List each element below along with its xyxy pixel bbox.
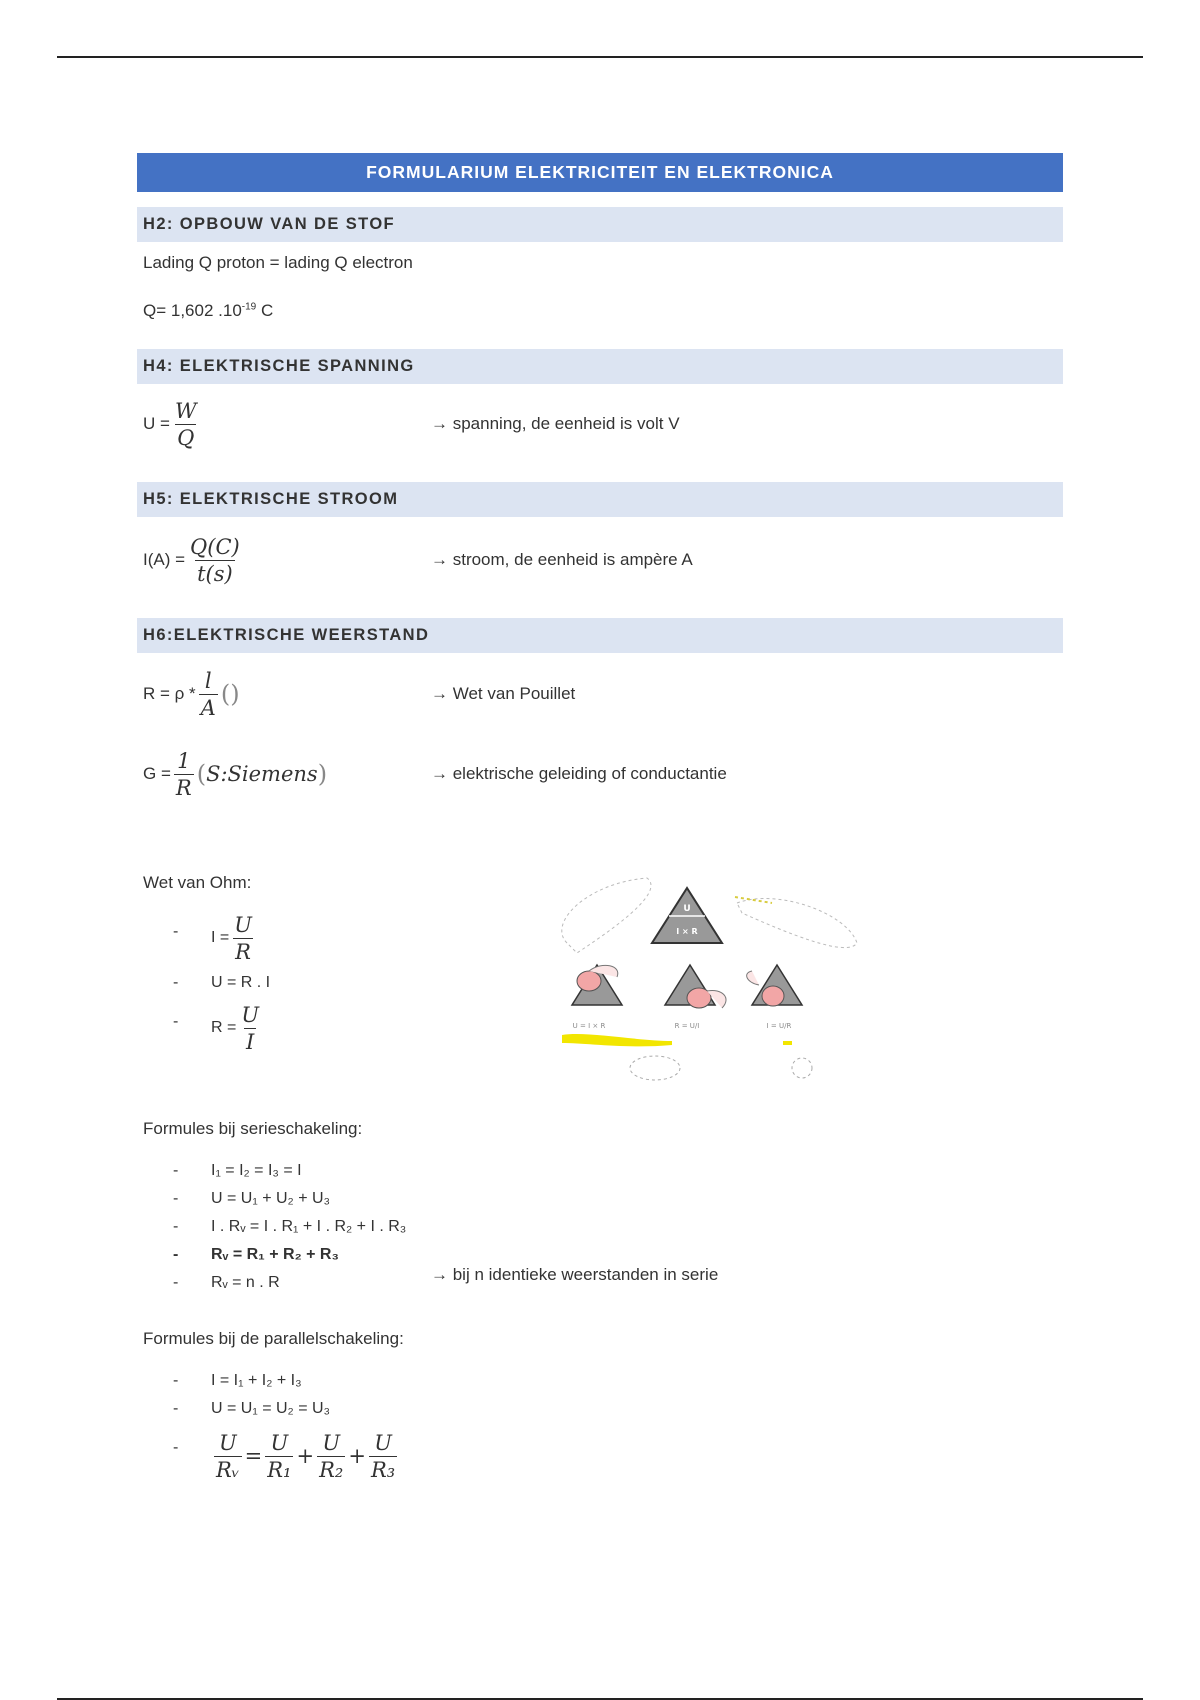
voltage-formula-row: [143, 394, 1043, 454]
list-item: - I₁ = I₂ = I₃ = I: [173, 1157, 406, 1185]
list-item: - Rᵥ = R₁ + R₂ + R₃: [173, 1241, 406, 1269]
fraction-denominator: R₃: [370, 1457, 396, 1482]
conductance-fraction: [174, 748, 194, 801]
fraction-numerator: - U: [218, 1430, 237, 1455]
current-fraction: [188, 534, 242, 587]
dashed-loop: [735, 897, 772, 903]
voltage-lhs: U =: [143, 414, 170, 433]
conductance-description: → elektrische geleiding of conductantie: [431, 764, 727, 783]
fraction-numerator: W: [174, 398, 197, 423]
current-formula: [143, 530, 245, 590]
section-heading-h4: H4: ELEKTRISCHE SPANNING: [137, 349, 1063, 384]
current-description: → stroom, de eenheid is ampère A: [431, 550, 693, 569]
finger-icon: [577, 971, 601, 991]
dashed-loop: [562, 878, 651, 953]
ohm-law-label: Wet van Ohm:: [143, 873, 252, 892]
series-label: Formules bij serieschakeling:: [143, 1119, 363, 1138]
fraction-denominator: A: [200, 695, 216, 720]
list-item: - I = I₁ + I₂ + I₃: [173, 1367, 400, 1395]
list-item: - U = U₁ = U₂ = U₃: [173, 1395, 400, 1423]
paren-open: (: [196, 760, 207, 788]
finger-icon: [762, 986, 784, 1006]
current-lhs: I(A) =: [143, 550, 186, 569]
conductance-unit: S:Siemens: [206, 762, 318, 786]
list-item: - U = U₁ + U₂ + U₃: [173, 1185, 406, 1213]
equals-sign: =: [244, 1444, 263, 1468]
fraction-numerator: U: [322, 1430, 341, 1455]
pouillet-formula-row: [143, 664, 1043, 724]
list-item: - I . Rᵥ = I . R₁ + I . R₂ + I . R₃: [173, 1213, 406, 1241]
caption-i: I = U/R: [766, 1022, 792, 1030]
pouillet-unit-parens: (): [220, 680, 240, 708]
fraction-numerator: U: [374, 1430, 392, 1455]
ohm-triangle-illustration: [547, 873, 877, 1088]
fraction-denominator: R: [235, 939, 251, 964]
triangle-top-label: U: [683, 904, 691, 914]
pouillet-fraction: [199, 668, 218, 721]
dashed-loop: [630, 1056, 680, 1080]
charge-equality-text: Lading Q proton = lading Q electron: [143, 253, 413, 272]
pouillet-formula: [143, 664, 240, 724]
current-formula-row: [143, 530, 1043, 590]
triangle-bottom-label: I × R: [676, 927, 698, 936]
section-h2: [137, 207, 1063, 320]
fraction-numerator: U: [241, 1002, 260, 1027]
dashed-loop: [737, 899, 857, 948]
ohm-i-lhs: - I =: [211, 929, 230, 946]
fraction-numerator: U: [234, 912, 252, 937]
list-item: [173, 997, 270, 1059]
parallel-fraction-v: [214, 1430, 242, 1483]
voltage-formula: [143, 394, 202, 454]
conductance-formula-row: [143, 744, 1043, 804]
charge-exponent: -19: [241, 301, 257, 313]
parallel-fraction-1: [265, 1430, 293, 1483]
list-item: [173, 907, 270, 969]
document-title: FORMULARIUM ELEKTRICITEIT EN ELEKTRONICA: [137, 153, 1063, 192]
fraction-denominator: Q: [177, 425, 195, 450]
highlight-stroke: [783, 1041, 792, 1045]
caption-u: U = I × R: [572, 1022, 606, 1030]
ohm-formula-list: [173, 907, 270, 1059]
section-heading-h5: H5: ELEKTRISCHE STROOM: [137, 482, 1063, 517]
caption-r: R = U/I: [674, 1022, 700, 1030]
ohm-r-fraction: [239, 1002, 261, 1055]
fraction-denominator: R₁: [267, 1457, 292, 1482]
section-h5: [137, 482, 1063, 586]
pouillet-lhs: R = ρ *: [143, 684, 196, 703]
charge-unit: C: [256, 301, 274, 320]
section-heading-h6: H6:ELEKTRISCHE WEERSTAND: [137, 618, 1063, 653]
plus-sign: +: [348, 1444, 366, 1468]
fraction-numerator: 1: [177, 748, 191, 773]
series-formula-list: [173, 1157, 406, 1297]
list-item: - Rᵥ = n . R: [173, 1269, 406, 1297]
finger-icon: [747, 971, 759, 985]
fraction-denominator: I: [246, 1029, 255, 1054]
fraction-denominator: t(s): [197, 561, 233, 586]
section-heading-h2: H2: OPBOUW VAN DE STOF: [137, 207, 1063, 242]
charge-value-prefix: Q= 1,602 .10: [143, 301, 242, 320]
pouillet-description: → Wet van Pouillet: [431, 684, 576, 703]
fraction-denominator: R₂: [319, 1457, 344, 1482]
document-body: [137, 153, 1063, 1482]
paren-close: ): [317, 760, 328, 788]
highlight-stroke: [562, 1034, 672, 1046]
section-h6: [137, 618, 1063, 800]
series-identical-description: → bij n identieke weerstanden in serie: [431, 1265, 719, 1284]
fraction-denominator: R: [175, 775, 192, 800]
parallel-fraction-3: [369, 1430, 397, 1483]
parallel-formula-list: [173, 1367, 400, 1489]
parallel-label: Formules bij de parallelschakeling:: [143, 1329, 404, 1348]
ohm-r-lhs: - R =: [211, 1019, 237, 1036]
plus-sign: +: [296, 1444, 315, 1468]
ohm-i-fraction: [232, 912, 254, 965]
fraction-numerator: U: [270, 1430, 289, 1455]
parallel-fraction-2: [317, 1430, 345, 1483]
dashed-loop: [792, 1058, 812, 1078]
list-item: - U = R . I: [173, 969, 270, 997]
fraction-numerator: l: [204, 668, 212, 693]
conductance-lhs: G =: [143, 764, 171, 783]
fraction-denominator: Rᵥ: [216, 1457, 240, 1482]
conductance-formula: [143, 744, 327, 804]
header-rule: [57, 56, 1143, 58]
voltage-description: → spanning, de eenheid is volt V: [431, 414, 680, 433]
voltage-fraction: [173, 398, 199, 451]
section-h4: [137, 349, 1063, 450]
list-item: [173, 1423, 400, 1489]
fraction-numerator: Q(C): [190, 534, 240, 559]
elementary-charge-value: [143, 301, 273, 321]
